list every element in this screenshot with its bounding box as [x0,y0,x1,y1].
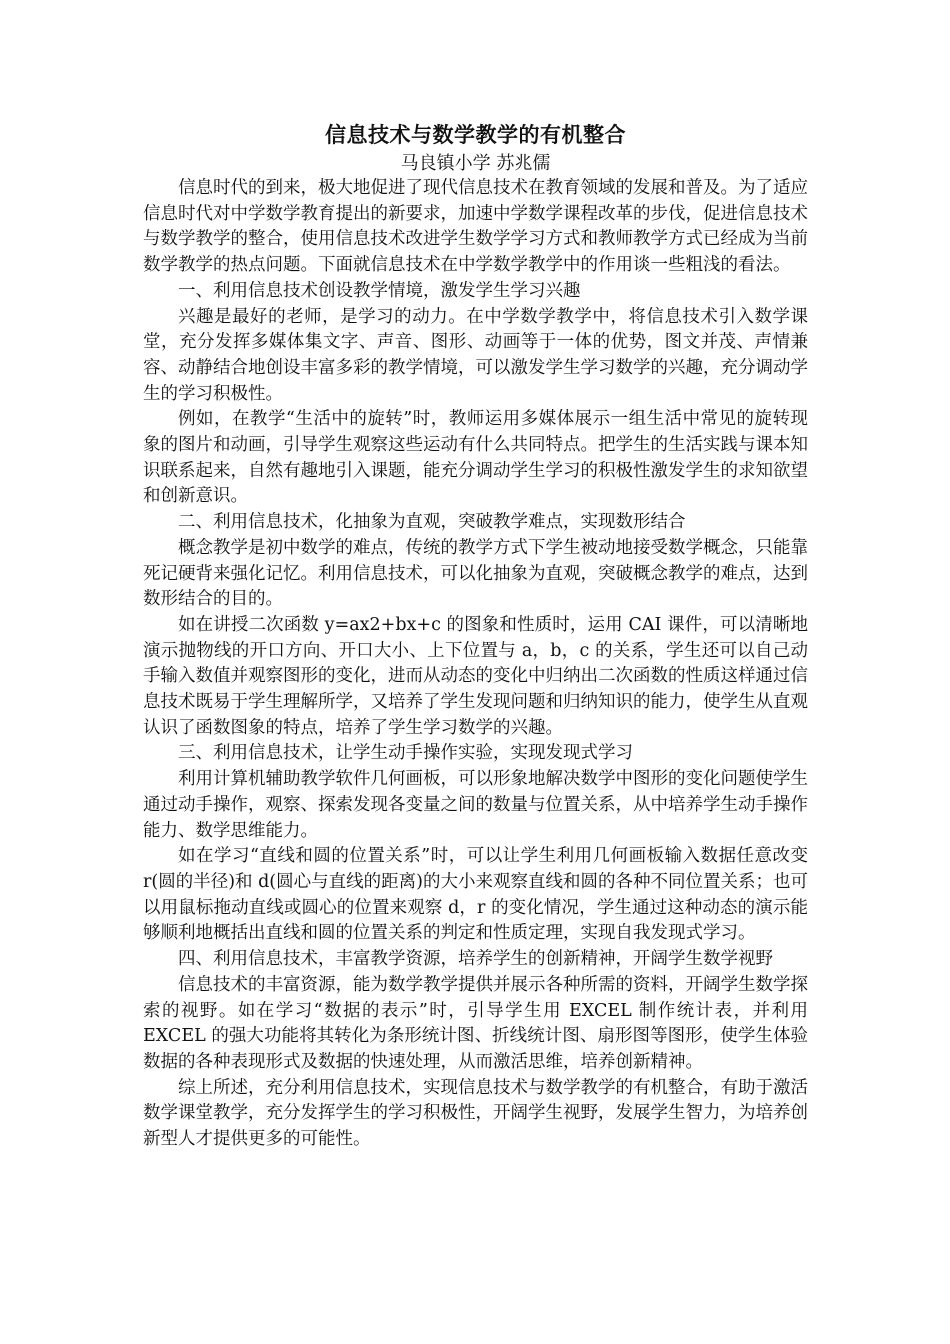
document-author: 马良镇小学 苏兆儒 [400,153,551,174]
document-title: 信息技术与数学教学的有机整合 [325,122,626,147]
paragraph-section-4-text: 信息技术的丰富资源，能为数学教学提供并展示各种所需的资料，开阔学生数学探索的视野。如在学习“数据的表示”时，引导学生用 EXCEL 制作统计表，并利用 EXCEL 的强大功能将其转化为条形统计图、折线统计图、扇形图等图形，使学生体验数据的各种表现形式及数据的快速处理，从而激活思维，培养创新精神。 [143,974,808,1072]
paragraph-section-3-example: 如在学习“直线和圆的位置关系”时，可以让学生利用几何画板输入数据任意改变 r(圆的半径)和 d(圆心与直线的距离)的大小来观察直线和圆的各种不同位置关系；也可以用鼠标拖动直线或圆心的位置来观察 d，r 的变化情况，学生通过这种动态的演示能够顺利地概括出直线和圆的位置关系的判定和性质定理，实现自我发现式学习。 [143,846,808,944]
section-heading-2: 二、利用信息技术，化抽象为直观，突破教学难点，实现数形结合 [178,512,686,533]
paragraph-section-1-text: 兴趣是最好的老师，是学习的动力。在中学数学教学中，将信息技术引入数学课堂，充分发挥多媒体集文字、声音、图形、动画等于一体的优势，图文并茂、声情兼容、动静结合地创设丰富多彩的教学情境，可以激发学生学习数学的兴趣，充分调动学生的学习积极性。 [143,306,808,404]
paragraph-conclusion: 综上所述，充分利用信息技术，实现信息技术与数学教学的有机整合，有助于激活数学课堂教学，充分发挥学生的学习积极性，开阔学生视野，发展学生智力，为培养创新型人才提供更多的可能性。 [143,1077,808,1150]
paragraph-intro: 信息时代的到来，极大地促进了现代信息技术在教育领域的发展和普及。为了适应信息时代对中学数学教育提出的新要求，加速中学数学课程改革的步伐，促进信息技术与数学教学的整合，使用信息技术改进学生数学学习方式和教师教学方式已经成为当前数学教学的热点问题。下面就信息技术在中学数学教学中的作用谈一些粗浅的看法。 [143,178,808,276]
paragraph-section-1-example: 例如，在教学“生活中的旋转”时，教师运用多媒体展示一组生活中常见的旋转现象的图片和动画，引导学生观察这些运动有什么共同特点。把学生的生活实践与课本知识联系起来，自然有趣地引入课题，能充分调动学生学习的积极性激发学生的求知欲望和创新意识。 [143,409,808,507]
section-heading-1: 一、利用信息技术创设教学情境，激发学生学习兴趣 [178,280,581,301]
paragraph-section-2-example: 如在讲授二次函数 y=ax2+bx+c 的图象和性质时，运用 CAI 课件，可以清晰地演示抛物线的开口方向、开口大小、上下位置与 a，b，c 的关系，学生还可以自己动手输入数值并观察图形的变化，进而从动态的变化中归纳出二次函数的性质这样通过信息技术既易于学生理解所学，又培养了学生发现问题和归纳知识的能力，使学生从直观认识了函数图象的特点，培养了学生学习数学的兴趣。 [143,614,808,738]
paragraph-section-3-text: 利用计算机辅助教学软件几何画板，可以形象地解决数学中图形的变化问题使学生通过动手操作，观察、探索发现各变量之间的数量与位置关系，从中培养学生动手操作能力、数学思维能力。 [143,769,808,841]
section-heading-4: 四、利用信息技术，丰富教学资源，培养学生的创新精神，开阔学生数学视野 [178,949,773,970]
document-body [143,118,808,1153]
section-heading-3: 三、利用信息技术，让学生动手操作实验，实现发现式学习 [178,743,633,764]
paragraph-section-2-text: 概念教学是初中数学的难点，传统的教学方式下学生被动地接受数学概念，只能靠死记硬背来强化记忆。利用信息技术，可以化抽象为直观，突破概念教学的难点，达到数形结合的目的。 [143,537,808,610]
